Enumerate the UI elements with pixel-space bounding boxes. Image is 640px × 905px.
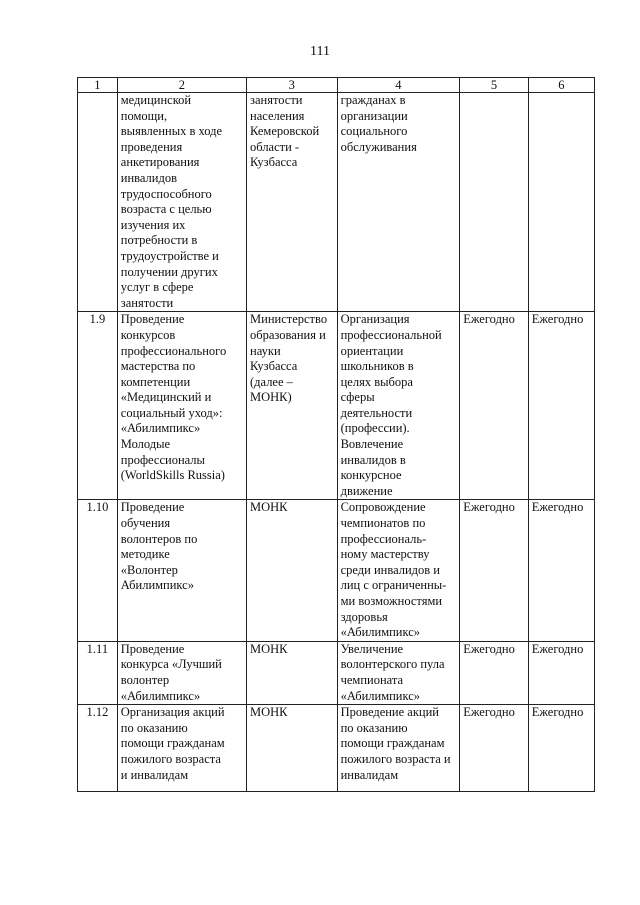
cell-text-line: Молодые [120, 437, 171, 452]
cell-text-line: получении других [120, 264, 218, 279]
column-number-row [78, 78, 595, 93]
cell-text-line: социальный уход»: [120, 405, 223, 420]
cell-text-line: Сопровождение [340, 500, 426, 515]
cell-text-line: профессиональной [340, 327, 442, 342]
executor-cell [247, 500, 338, 641]
cell-text-line: Организация [340, 312, 410, 327]
cell-text-line: анкетирования [120, 155, 200, 170]
column-number: 3 [247, 78, 338, 93]
cell-text-line: Ежегодно [463, 705, 515, 720]
start-date-cell [460, 705, 528, 792]
cell-text-line: МОНК [250, 641, 288, 656]
cell-text-line: конкурса «Лучший [120, 657, 222, 672]
event-name-cell [117, 705, 246, 792]
cell-text-line: профессионалы [120, 452, 205, 467]
column-number: 6 [528, 78, 594, 93]
result-cell [337, 312, 460, 500]
table-row [78, 500, 595, 641]
table-row [78, 641, 595, 704]
cell-text-line: инвалидов в [340, 452, 406, 467]
result-cell [337, 641, 460, 704]
cell-text-line: профессиональ- [340, 531, 427, 546]
table-row [78, 312, 595, 500]
row-number: 1.12 [78, 705, 118, 792]
row-number: 1.11 [78, 641, 118, 704]
cell-text-line: «Абилимпикс» [340, 688, 421, 703]
cell-text-line: Проведение [120, 641, 185, 656]
cell-text-line: помощи гражданам [120, 736, 225, 751]
cell-text-line: среди инвалидов и [340, 562, 440, 577]
cell-text-line: области - [250, 139, 300, 154]
cell-text-line: ми возможностями [340, 594, 443, 608]
start-date-cell [460, 500, 528, 641]
column-number: 2 [117, 78, 246, 93]
start-date-cell [460, 93, 528, 312]
cell-text-line: Вовлечение [340, 437, 404, 452]
cell-text-line: Ежегодно [463, 641, 515, 656]
cell-text-line: помощи гражданам [340, 736, 445, 751]
cell-text-line: Ежегодно [531, 641, 584, 656]
cell-text-line: мастерства по [120, 359, 196, 374]
cell-text-line: Ежегодно [531, 312, 584, 327]
cell-text-line: МОНК) [250, 390, 292, 405]
table-row [78, 705, 595, 792]
cell-text-line: здоровья [340, 609, 388, 624]
table-row [78, 93, 595, 312]
column-number: 1 [78, 78, 118, 93]
cell-text-line: образования и [250, 327, 326, 342]
cell-text-line: инвалидов [120, 170, 177, 185]
cell-text-line: проведения [120, 139, 183, 154]
cell-text-line: волонтер [120, 672, 170, 687]
event-name-cell [117, 93, 246, 312]
cell-text-line: трудоустройстве и [120, 248, 219, 263]
cell-text-line: по оказанию [120, 720, 188, 735]
cell-text-line: занятости [120, 295, 174, 310]
cell-text-line: инвалидам [340, 767, 399, 782]
cell-text-line: медицинской [120, 93, 192, 107]
cell-text-line: целях выбора [340, 374, 413, 389]
cell-text-line: «Абилимпикс» [340, 625, 421, 640]
cell-text-line: изучения их [120, 217, 186, 232]
cell-text-line: ному мастерству [340, 547, 430, 562]
cell-text-line: «Медицинский и [120, 390, 212, 405]
cell-text-line: пожилого возраста и [340, 751, 451, 766]
row-number: 1.9 [78, 312, 118, 500]
cell-text-line: движение [340, 483, 393, 498]
cell-text-line: Ежегодно [531, 500, 584, 515]
cell-text-line: Проведение [120, 312, 185, 327]
end-date-cell [528, 641, 594, 704]
cell-text-line: по оказанию [340, 720, 408, 735]
cell-text-line: потребности в [120, 233, 198, 248]
cell-text-line: (далее – [250, 374, 293, 389]
end-date-cell [528, 93, 594, 312]
cell-text-line: социального [340, 124, 408, 139]
cell-text-line: Ежегодно [463, 500, 515, 515]
executor-cell [247, 312, 338, 500]
cell-text-line: волонтерского пула [340, 657, 445, 672]
cell-text-line: помощи, [120, 108, 168, 123]
cell-text-line: обслуживания [340, 139, 417, 154]
cell-text-line: профессионального [120, 343, 227, 358]
cell-text-line: ориентации [340, 343, 404, 358]
cell-text-line: чемпионата [340, 672, 404, 687]
cell-text-line: (профессии). [340, 421, 410, 436]
cell-text-line: организации [340, 108, 408, 123]
start-date-cell [460, 641, 528, 704]
executor-cell [247, 641, 338, 704]
events-table [77, 77, 595, 792]
event-name-cell [117, 500, 246, 641]
result-cell [337, 705, 460, 792]
column-number: 5 [460, 78, 528, 93]
row-number: 1.10 [78, 500, 118, 641]
cell-text-line: методике [120, 547, 170, 562]
cell-text-line: школьников в [340, 359, 414, 374]
cell-text-line: обучения [120, 516, 171, 531]
start-date-cell [460, 312, 528, 500]
cell-text-line: «Волонтер [120, 562, 178, 577]
cell-text-line: Кемеровской [250, 124, 320, 139]
cell-text-line: и инвалидам [120, 767, 189, 782]
page-number: 111 [310, 44, 330, 59]
cell-text-line: лиц с ограниченны- [340, 578, 447, 593]
cell-text-line: населения [250, 108, 305, 123]
cell-text-line: Абилимпикс» [120, 578, 194, 593]
column-number: 4 [337, 78, 460, 93]
cell-text-line: пожилого возраста [120, 751, 221, 766]
cell-text-line: конкурсов [120, 327, 176, 342]
end-date-cell [528, 312, 594, 500]
cell-text-line: выявленных в ходе [120, 124, 223, 139]
cell-text-line: «Абилимпикс» [120, 421, 201, 436]
cell-text-line: Ежегодно [531, 705, 584, 720]
cell-text-line: МОНК [250, 705, 288, 720]
cell-text-line: Министерство [250, 312, 328, 327]
row-number [78, 93, 118, 312]
event-name-cell [117, 312, 246, 500]
executor-cell [247, 705, 338, 792]
end-date-cell [528, 705, 594, 792]
cell-text-line: Ежегодно [463, 312, 515, 327]
cell-text-line: чемпионатов по [340, 516, 426, 531]
cell-text-line: Организация акций [120, 705, 225, 720]
cell-text-line: деятельности [340, 405, 413, 420]
cell-text-line: услуг в сфере [120, 280, 194, 295]
cell-text-line: МОНК [250, 500, 288, 515]
executor-cell [247, 93, 338, 312]
cell-text-line: конкурсное [340, 468, 402, 483]
cell-text-line: волонтеров по [120, 531, 198, 546]
cell-text-line: «Абилимпикс» [120, 688, 201, 703]
cell-text-line: Проведение акций [340, 705, 439, 720]
cell-text-line: трудоспособного [120, 186, 212, 201]
result-cell [337, 500, 460, 641]
cell-text-line: сферы [340, 390, 375, 405]
cell-text-line: Кузбасса [250, 359, 298, 374]
cell-text-line: занятости [250, 93, 303, 107]
cell-text-line: компетенции [120, 374, 191, 389]
cell-text-line: науки [250, 343, 281, 358]
cell-text-line: гражданах в [340, 93, 406, 107]
cell-text-line: возраста с целью [120, 202, 212, 217]
end-date-cell [528, 500, 594, 641]
cell-text-line: Кузбасса [250, 155, 298, 170]
cell-text-line: Увеличение [340, 641, 404, 656]
result-cell [337, 93, 460, 312]
cell-text-line: Проведение [120, 500, 185, 515]
cell-text-line: (WorldSkills Russia) [120, 468, 225, 483]
event-name-cell [117, 641, 246, 704]
